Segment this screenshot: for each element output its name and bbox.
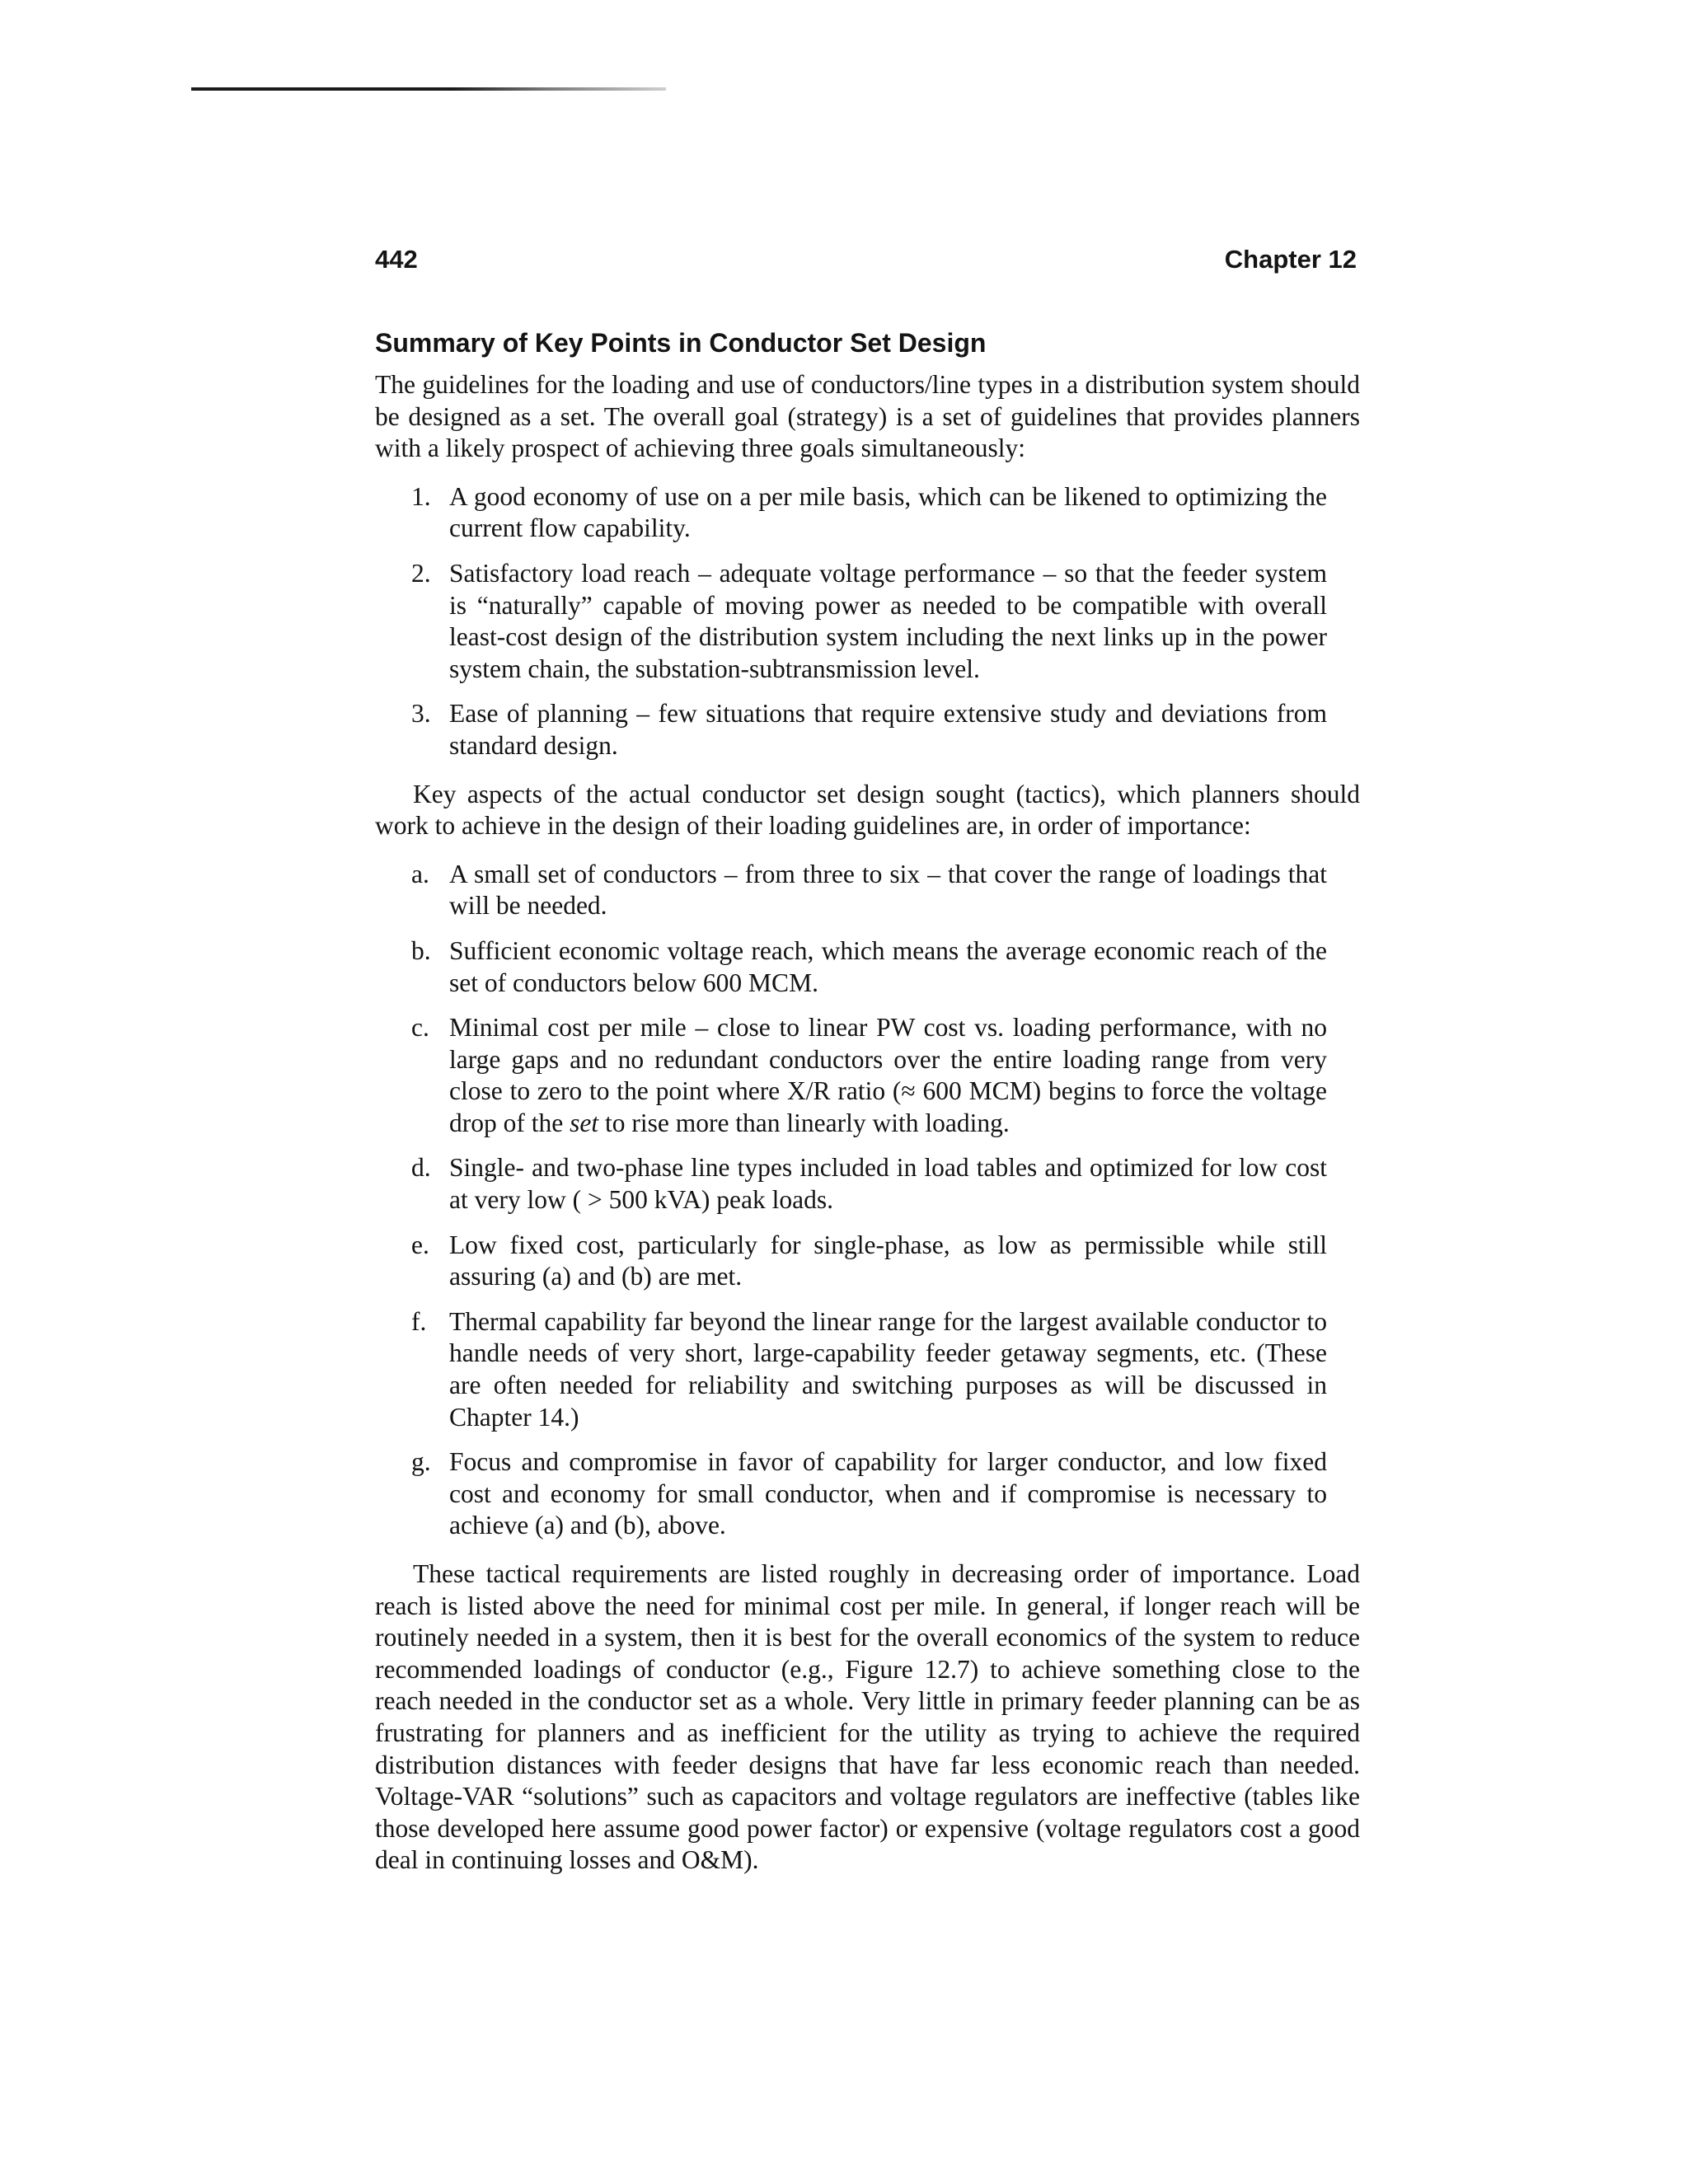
list-item: [375, 935, 1360, 999]
page-body: [375, 327, 1360, 1877]
list-marker: e.: [411, 1230, 429, 1259]
goals-list: [375, 481, 1360, 762]
section-heading: Summary of Key Points in Conductor Set Design: [375, 328, 987, 358]
list-item-text: A good economy of use on a per mile basis, which can be likened to optimizing the current flow capability.: [449, 481, 1327, 543]
intro-paragraph: The guidelines for the loading and use of conductors/line types in a distribution system should be designed as a set. The overall goal (strategy) is a set of guidelines that provides planners with a likely prospect of achieving three goals simultaneously:: [375, 370, 1360, 463]
list-item: [375, 1152, 1360, 1216]
list-marker: 1.: [411, 481, 431, 511]
list-item-text: Focus and compromise in favor of capability for larger conductor, and low fixed cost and economy for small conductor, when and if compromise is necessary to achieve (a) and (b), above.: [449, 1447, 1327, 1540]
list-marker: c.: [411, 1013, 429, 1043]
list-item-text: Ease of planning – few situations that require extensive study and deviations from standard design.: [449, 699, 1327, 760]
list-marker: 2.: [411, 558, 431, 588]
page-number: 442: [375, 245, 418, 274]
list-marker: f.: [411, 1306, 427, 1336]
list-marker: g.: [411, 1447, 431, 1477]
list-item: [375, 1446, 1360, 1542]
list-item: [375, 698, 1360, 762]
top-rule: [191, 87, 666, 91]
list-item-text: [449, 1013, 1327, 1137]
tactics-intro-paragraph: Key aspects of the actual conductor set design sought (tactics), which planners should work to achieve in the design of their loading guidelines are, in order of importance:: [375, 779, 1360, 841]
closing-paragraph: These tactical requirements are listed roughly in decreasing order of importance. Load reach is listed above the need for minimal cost per mile. In general, if longer reach will be routinely needed in a system, then it is best for the overall economics of the system to reduce recommended loadings of conductor (e.g., Figure 12.7) to achieve something close to the reach needed in the conductor set as a whole. Very little in primary feeder planning can be as frustrating for planners and as inefficient for the utility as trying to achieve the required distribution distances with feeder designs that have far less economic reach than needed. Voltage-VAR “solutions” such as capacitors and voltage regulators are ineffective (tables like those developed here assume good power factor) or expensive (voltage regulators cost a good deal in continuing losses and O&M).: [375, 1559, 1360, 1875]
list-item-text: Low fixed cost, particularly for single-phase, as low as permissible while still assuring (a) and (b) are met.: [449, 1230, 1327, 1291]
list-item-text-part: to rise more than linearly with loading.: [598, 1108, 1010, 1137]
list-item: [375, 1012, 1360, 1139]
list-item: [375, 558, 1360, 685]
list-item: [375, 1230, 1360, 1293]
running-header-chapter: Chapter 12: [1224, 245, 1357, 274]
list-item-text: Sufficient economic voltage reach, which means the average economic reach of the set of conductors below 600 MCM.: [449, 935, 1327, 997]
list-marker: d.: [411, 1153, 431, 1183]
list-item-text-part: Minimal cost per mile – close to linear PW cost vs. loading performance, with no large gaps and no redundant conductors over the entire loading range from very close to zero to the point where X/R ratio (≈ 600 MCM) begins to force the voltage drop of the: [449, 1013, 1327, 1137]
list-marker: 3.: [411, 699, 431, 729]
list-item: [375, 1306, 1360, 1433]
list-item: [375, 481, 1360, 545]
emphasis-set: set: [570, 1108, 599, 1137]
list-marker: a.: [411, 859, 429, 888]
list-item-text: Single- and two-phase line types included in load tables and optimized for low cost at very low ( > 500 kVA) peak loads.: [449, 1153, 1327, 1215]
list-item-text: Thermal capability far beyond the linear range for the largest available conductor to handle needs of very short, large-capability feeder getaway segments, etc. (These are often needed for reliability and switching purposes as will be discussed in Chapter 14.): [449, 1306, 1327, 1432]
tactics-list: [375, 859, 1360, 1542]
list-marker: b.: [411, 935, 431, 965]
list-item: [375, 859, 1360, 922]
list-item-text: A small set of conductors – from three to six – that cover the range of loadings that will be needed.: [449, 859, 1327, 921]
list-item-text: Satisfactory load reach – adequate voltage performance – so that the feeder system is “naturally” capable of moving power as needed to be compatible with overall least-cost design of the distribution system including the next links up in the power system chain, the substation-subtransmission level.: [449, 558, 1327, 683]
